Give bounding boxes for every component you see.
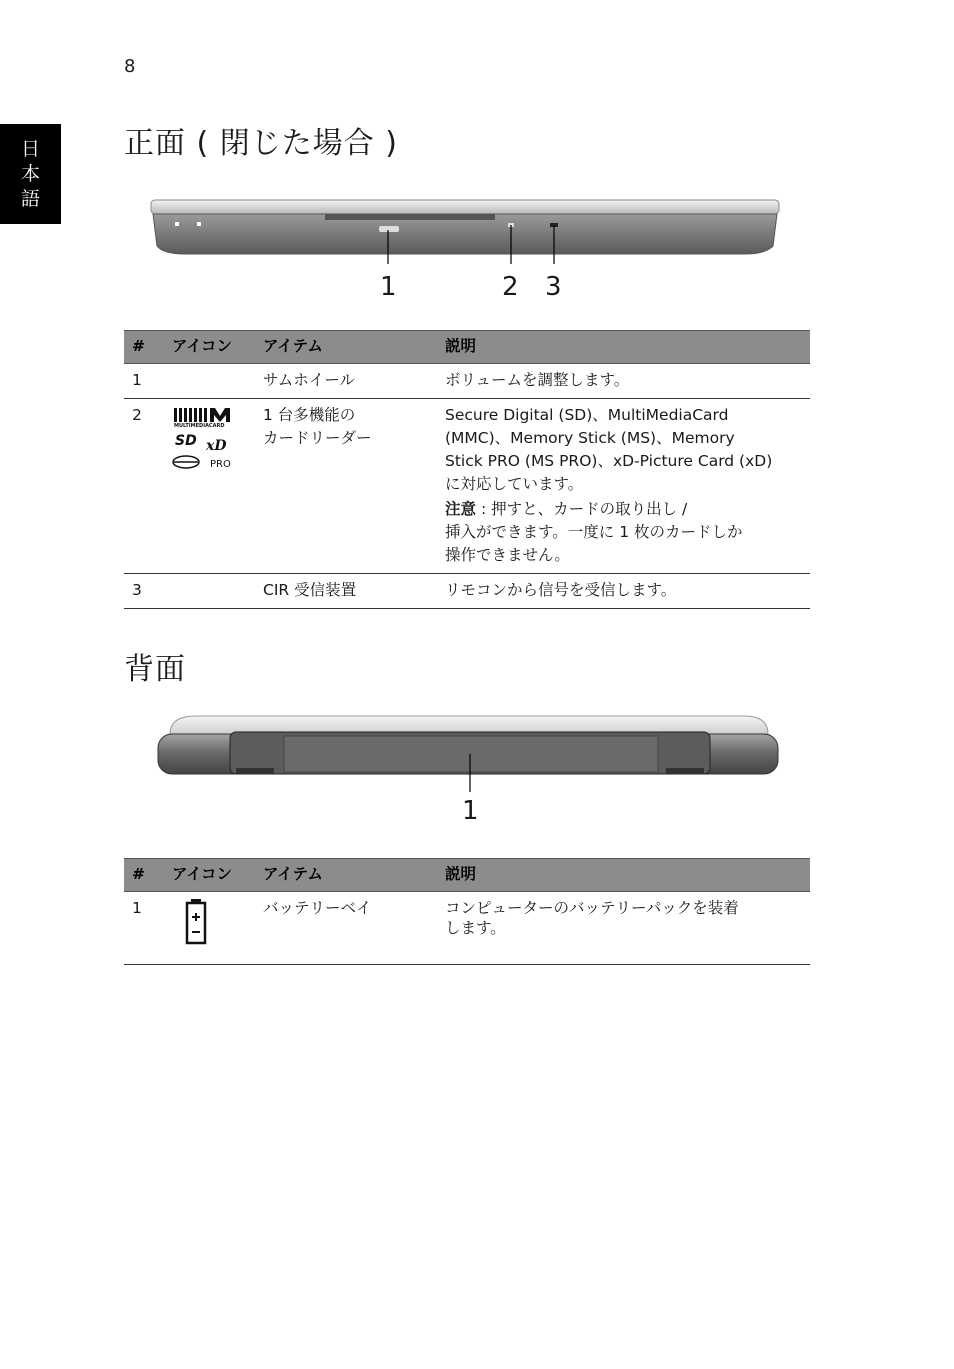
table-row [124, 364, 810, 399]
laptop-front-illustration [145, 194, 785, 264]
header-item: アイテム [255, 859, 437, 892]
language-tab [0, 124, 61, 224]
row-num: 1 [124, 892, 164, 965]
row-num: 3 [124, 574, 164, 609]
language-tab-char: 語 [20, 187, 40, 210]
svg-text:MULTIMEDIACARD: MULTIMEDIACARD [174, 423, 225, 429]
row-icon [164, 574, 255, 609]
header-description: 説明 [437, 331, 810, 364]
row-num: 1 [124, 364, 164, 399]
page-number: 8 [124, 56, 136, 77]
front-callout-3: 3 [545, 272, 562, 302]
header-description: 説明 [437, 859, 810, 892]
header-item: アイテム [255, 331, 437, 364]
table-header-row [124, 331, 810, 364]
rear-callout-1: 1 [462, 796, 479, 826]
row-description: Secure Digital (SD)、MultiMediaCard (MMC)、Memory Stick (MS)、Memory Stick PRO (MS PRO)、xD-Picture Card (xD) に対応しています。 注意 : 押すと、カードの取り出し / 挿入ができます。一度に 1 枚のカードしか 操作できません。 [437, 399, 810, 574]
header-icon: アイコン [164, 331, 255, 364]
row-icon [164, 364, 255, 399]
front-spec-table [124, 330, 810, 609]
row-icon [164, 892, 255, 965]
laptop-rear-illustration [156, 712, 782, 792]
front-callout-1: 1 [380, 272, 397, 302]
svg-text:xD: xD [206, 438, 227, 454]
battery-icon [172, 897, 232, 947]
row-icon [164, 399, 255, 574]
row-num: 2 [124, 399, 164, 574]
row-description: リモコンから信号を受信します。 [437, 574, 810, 609]
row-description: コンピューターのバッテリーパックを装着 します。 [437, 892, 810, 965]
front-section-title: 正面 ( 閉じた場合 ) [124, 126, 399, 161]
row-item: バッテリーベイ [255, 892, 437, 965]
rear-spec-table [124, 858, 810, 965]
language-tab-char: 本 [20, 162, 40, 185]
svg-text:SD: SD [175, 433, 197, 449]
svg-text:PRO: PRO [210, 459, 231, 470]
language-tab-char: 日 [20, 137, 40, 160]
header-num: # [124, 331, 164, 364]
card-reader-logos-icon [172, 404, 238, 474]
note-label: 注意 [445, 500, 477, 518]
table-row [124, 892, 810, 965]
rear-section-title: 背面 [124, 652, 186, 687]
table-row [124, 399, 810, 574]
header-num: # [124, 859, 164, 892]
row-item: CIR 受信装置 [255, 574, 437, 609]
table-header-row [124, 859, 810, 892]
header-icon: アイコン [164, 859, 255, 892]
row-item: 1 台多機能の カードリーダー [255, 399, 437, 574]
row-item: サムホイール [255, 364, 437, 399]
front-callout-2: 2 [502, 272, 519, 302]
table-row [124, 574, 810, 609]
row-description: ボリュームを調整します。 [437, 364, 810, 399]
